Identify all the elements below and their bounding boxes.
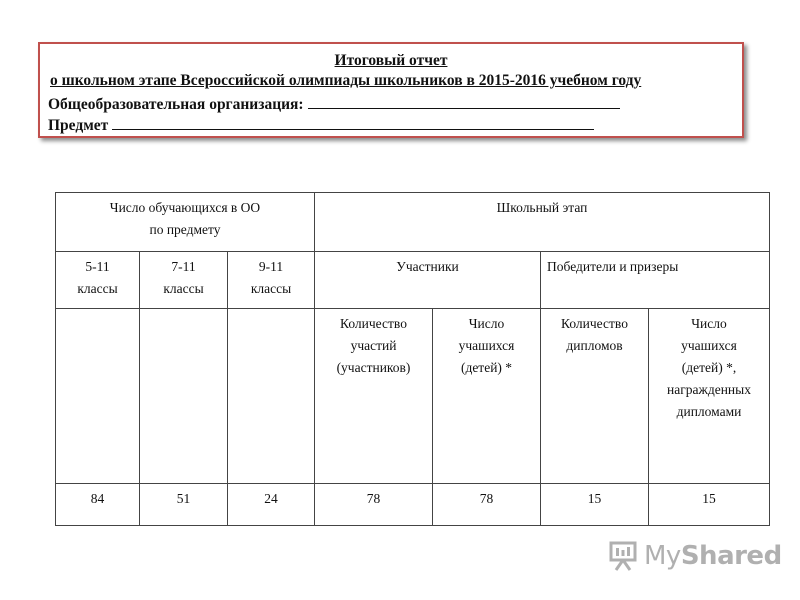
grade-col-5-11: 5-11 классы xyxy=(56,252,140,309)
grade-col-7-11: 7-11 классы xyxy=(140,252,228,309)
report-title: Итоговый отчет xyxy=(334,52,448,69)
subject-label: Предмет xyxy=(48,117,109,134)
organization-label: Общеобразовательная организация: xyxy=(48,96,304,113)
table-header-row-3 xyxy=(56,309,770,484)
value-cell: 78 xyxy=(315,484,433,526)
myshared-watermark xyxy=(608,538,782,574)
diplomas-count-header: Количество дипломов xyxy=(541,309,649,484)
value-cell: 78 xyxy=(433,484,541,526)
empty-cell xyxy=(56,309,140,484)
students-count-header: Число обучающихся в ОО по предмету xyxy=(56,193,315,252)
value-cell: 84 xyxy=(56,484,140,526)
value-cell: 15 xyxy=(649,484,770,526)
value-cell: 51 xyxy=(140,484,228,526)
table-header-row-2 xyxy=(56,252,770,309)
participants-header: Участники xyxy=(315,252,541,309)
participations-count-header: Количество участий (участников) xyxy=(315,309,433,484)
participant-students-header: Число учашихся (детей) * xyxy=(433,309,541,484)
olympiad-results-table xyxy=(55,192,770,526)
organization-blank xyxy=(308,94,620,109)
table-row xyxy=(56,484,770,526)
school-stage-header: Школьный этап xyxy=(315,193,770,252)
subject-blank xyxy=(112,115,594,130)
organization-line xyxy=(48,94,620,114)
presentation-board-icon xyxy=(608,540,638,572)
report-header-box xyxy=(38,42,744,138)
value-cell: 15 xyxy=(541,484,649,526)
awarded-students-header: Число учашихся (детей) *, награжденных дипломами xyxy=(649,309,770,484)
winners-header: Победители и призеры xyxy=(541,252,770,309)
watermark-text: MyShared xyxy=(644,541,782,571)
report-subtitle: о школьном этапе Всероссийской олимпиады школьников в 2015-2016 учебном году xyxy=(50,72,642,89)
grade-col-9-11: 9-11 классы xyxy=(228,252,315,309)
subject-line xyxy=(48,115,594,135)
empty-cell xyxy=(140,309,228,484)
empty-cell xyxy=(228,309,315,484)
value-cell: 24 xyxy=(228,484,315,526)
table-header-row-1 xyxy=(56,193,770,252)
